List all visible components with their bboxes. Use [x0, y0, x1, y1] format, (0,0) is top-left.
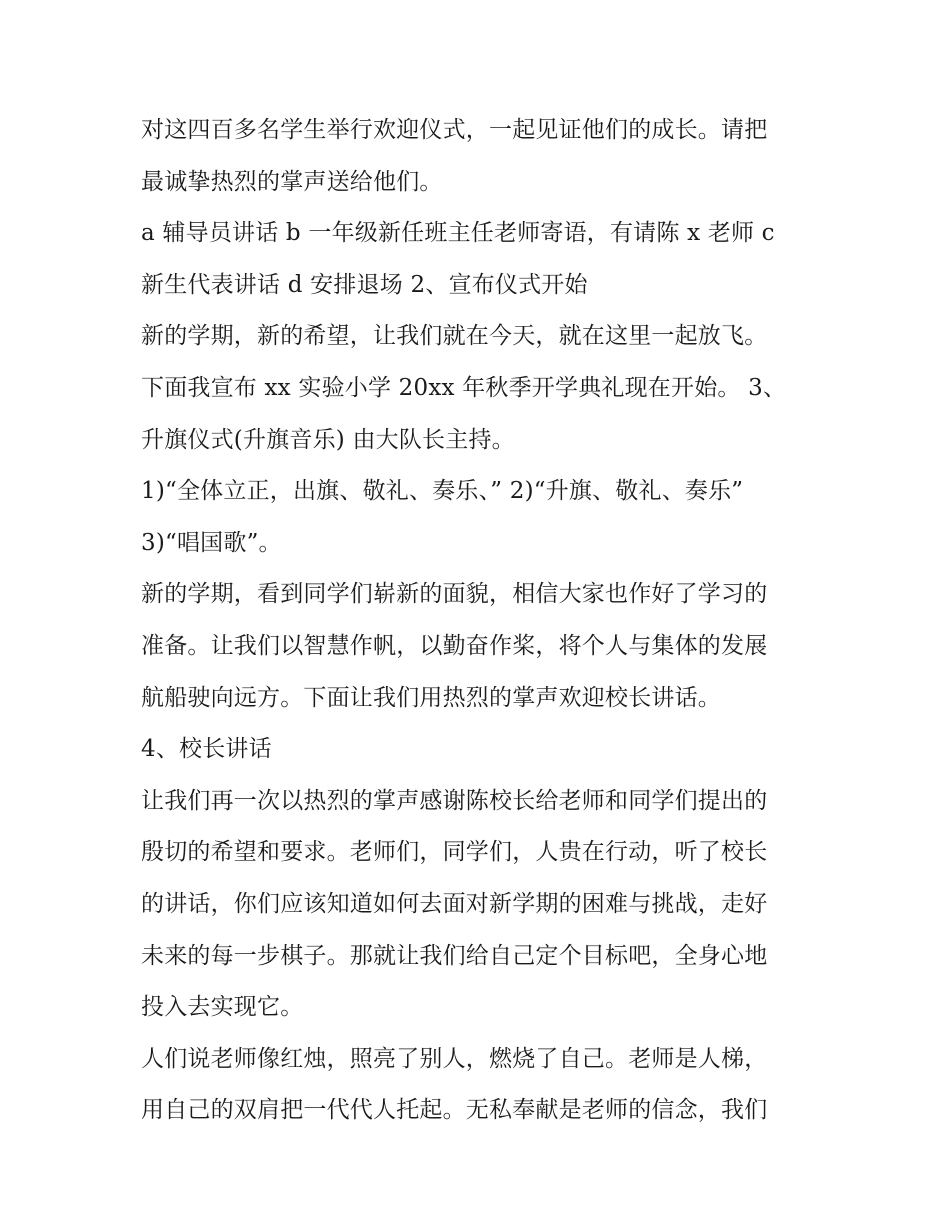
text-line: 让我们再一次以热烈的掌声感谢陈校长给老师和同学们提出的: [141, 787, 768, 814]
text-line: a 辅导员讲话 b 一年级新任班主任老师寄语，有请陈 x 老师 c: [141, 220, 775, 247]
text-line: 最诚挚热烈的掌声送给他们。: [141, 168, 443, 195]
text-line: 新生代表讲话 d 安排退场 2、宣布仪式开始: [141, 271, 588, 298]
text-line: 未来的每一步棋子。那就让我们给自己定个目标吧，全身心地: [141, 942, 768, 969]
text-line: 准备。让我们以智慧作帆，以勤奋作桨，将个人与集体的发展: [141, 632, 768, 659]
text-line: 的讲话，你们应该知道如何去面对新学期的困难与挑战，走好: [141, 890, 768, 917]
text-line: 升旗仪式(升旗音乐) 由大队长主持。: [141, 426, 515, 453]
text-line: 用自己的双肩把一代代人托起。无私奉献是老师的信念，我们: [141, 1097, 768, 1124]
text-line: 投入去实现它。: [141, 994, 304, 1021]
text-line: 对这四百多名学生举行欢迎仪式，一起见证他们的成长。请把: [141, 117, 768, 143]
section-heading: 4、校长讲话: [141, 736, 272, 763]
text-line: 3)“唱国歌”。: [141, 529, 282, 556]
text-line: 殷切的希望和要求。老师们，同学们，人贵在行动，听了校长: [141, 839, 768, 866]
document-body: [141, 105, 821, 1137]
text-line: 人们说老师像红烛，照亮了别人，燃烧了自己。老师是人梯，: [141, 1045, 768, 1072]
text-line: 新的学期，看到同学们崭新的面貌，相信大家也作好了学习的: [141, 581, 768, 608]
text-line: 下面我宣布 xx 实验小学 20xx 年秋季开学典礼现在开始。 3、: [141, 374, 787, 401]
text-line: 1)“全体立正，出旗、敬礼、奏乐、” 2)“升旗、敬礼、奏乐”: [141, 478, 744, 505]
text-line: 新的学期，新的希望，让我们就在今天，就在这里一起放飞。: [141, 323, 768, 350]
text-line: 航船驶向远方。下面让我们用热烈的掌声欢迎校长讲话。: [141, 684, 721, 711]
